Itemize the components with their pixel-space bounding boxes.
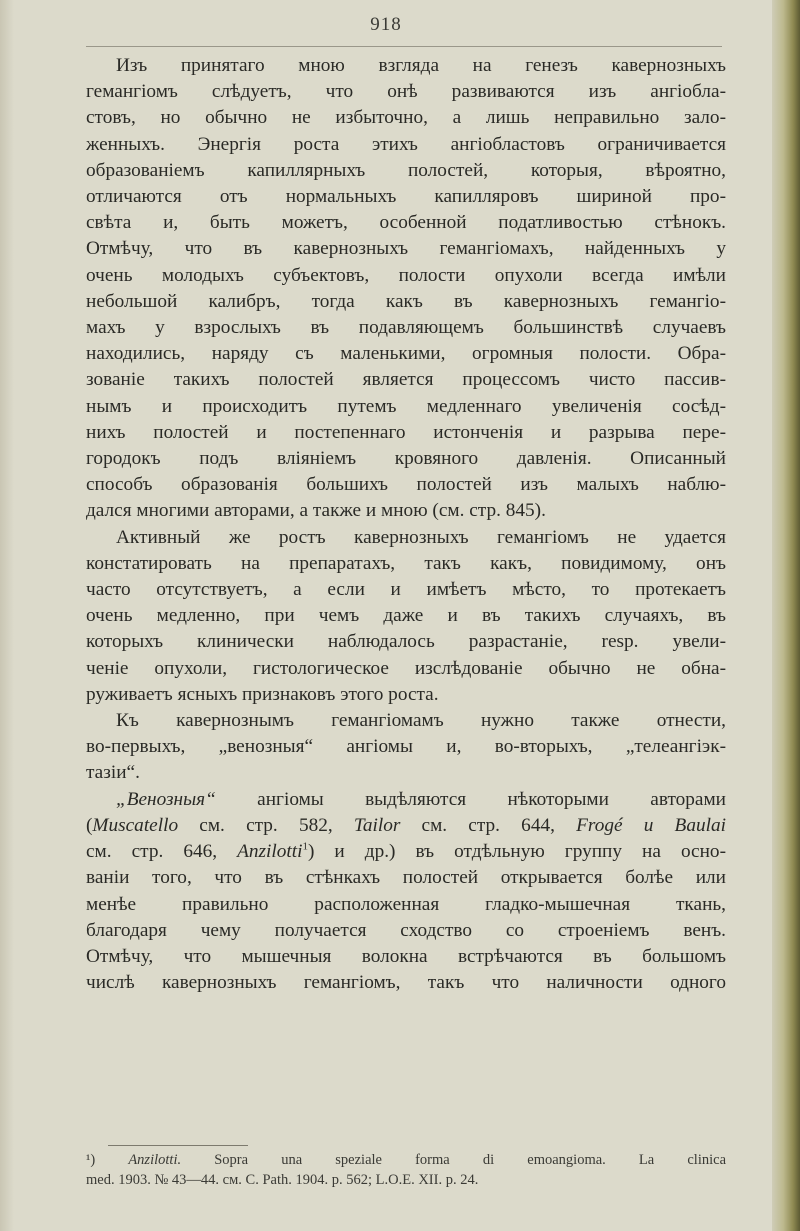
page-header-rule (86, 46, 722, 47)
text-run: см. стр. 646, (86, 841, 238, 863)
text-run: ( (86, 814, 93, 836)
text-line: очень медленно, при чемъ даже и въ такихъ случаяхъ, въ (86, 605, 726, 627)
footnote (86, 1150, 726, 1190)
text-line: которыхъ клинически наблюдалось разрастаніе, resp. увели- (86, 631, 726, 653)
text-line: Изъ принятаго мною взгляда на генезъ кавернозныхъ (116, 55, 726, 76)
footnote-line (86, 1150, 726, 1170)
text-line (86, 839, 726, 865)
text-line: женныхъ. Энергія роста этихъ ангiобластовъ ограничивается (86, 133, 726, 155)
author-name: Muscatello (92, 814, 179, 836)
text-line: гемангіомъ слѣдуетъ, что онѣ развиваются изъ ангiобла- (86, 81, 726, 103)
text-line: часто отсутствуетъ, а если и имѣетъ мѣсто, то протекаетъ (86, 579, 726, 601)
text-line: стовъ, но обычно не избыточно, а лишь неправильно зало- (86, 107, 726, 129)
text-line: находились, наряду съ маленькими, огромныя полости. Обра- (86, 343, 726, 365)
text-line: ченіе опухоли, гистологическое изслѣдованіе обычно не обна- (86, 657, 726, 679)
text-line: ваніи того, что въ стѣнкахъ полостей открывается болѣе или (86, 867, 726, 889)
text-run: см. стр. 644, (400, 814, 577, 836)
text-line: дался многими авторами, а также и мною (см. стр. 845). (86, 500, 546, 522)
text-line: нымъ и происходитъ путемъ медленнаго увеличенія сосѣд- (86, 395, 726, 417)
text-line: махъ у взрослыхъ въ подавляющемъ большинствѣ случаевъ (86, 317, 726, 339)
text-line: во-первыхъ, „венозныя“ ангіомы и, во-вторыхъ, „телеангіэк- (86, 736, 726, 758)
text-line: небольшой калибръ, тогда какъ въ кавернозныхъ гемангіо- (86, 290, 726, 312)
footnote-line: med. 1903. № 43—44. см. C. Path. 1904. p. 562; L.O.E. XII. p. 24. (86, 1172, 479, 1188)
body-text (86, 53, 726, 996)
page-number: 918 (370, 14, 402, 35)
text-line: зованіе такихъ полостей является процессомъ чисто пассив- (86, 369, 726, 391)
text-line: констатировать на препаратахъ, такъ какъ, повидимому, онъ (86, 552, 726, 574)
text-line: очень молодыхъ субъектовъ, полости опухоли всегда имѣли (86, 264, 726, 286)
author-name: Frogé и Baulai (576, 814, 726, 836)
text-line: Отмѣчу, что мышечныя волокна встрѣчаются въ большомъ (86, 945, 726, 967)
text-line: отличаются отъ нормальныхъ капилляровъ шириной про- (86, 186, 726, 208)
author-name: Anzilotti (237, 841, 303, 863)
footnote-marker: ¹) (86, 1152, 96, 1168)
text-line (86, 787, 726, 813)
text-run: ) и др.) въ отдѣльную группу на осно- (307, 841, 726, 863)
text-line: Активный же ростъ кавернозныхъ гемангіомъ не удается (116, 526, 726, 548)
page-gutter-shadow (0, 0, 14, 1231)
italic-term: „Венозныя“ (116, 788, 216, 810)
paragraph-4 (86, 787, 726, 997)
text-line: Отмѣчу, что въ кавернозныхъ гемангіомахъ, найденныхъ у (86, 238, 726, 260)
text-line: Къ кавернознымъ гемангіомамъ нужно также отнести, (116, 710, 726, 732)
text-line (86, 813, 726, 839)
page-edge (772, 0, 800, 1231)
text-line: свѣта и, быть можетъ, особенной податливостью стѣнокъ. (86, 212, 726, 234)
text-run: см. стр. 582, (178, 814, 354, 836)
author-name: Tailor (353, 814, 401, 836)
text-line: руживаетъ ясныхъ признаковъ этого роста. (86, 683, 439, 705)
paragraph-3 (86, 708, 726, 787)
text-line: тазіи“. (86, 762, 140, 784)
paragraph-1 (86, 53, 726, 525)
text-line: способъ образованія большихъ полостей изъ малыхъ наблю- (86, 474, 726, 496)
text-run: ангіомы выдѣляются нѣкоторыми авторами (215, 788, 726, 810)
text-line: благодаря чему получается сходство со строеніемъ венъ. (86, 919, 726, 941)
author-name: Anzilotti. (128, 1152, 182, 1168)
text-line: менѣе правильно расположенная гладко-мышечная ткань, (86, 893, 726, 915)
paragraph-2 (86, 525, 726, 708)
text-line: городокъ подъ вліяніемъ кровяного давленія. Описанный (86, 448, 726, 470)
text-line: нихъ полостей и постепеннаго истонченія и разрыва пере- (86, 421, 726, 443)
footnote-marker: 1 (302, 840, 308, 853)
text-run: Sopra una speziale forma di emoangioma. La clinica (181, 1152, 727, 1168)
text-line: числѣ кавернозныхъ гемангіомъ, такъ что наличности одного (86, 972, 726, 994)
text-line: образованіемъ капиллярныхъ полостей, которыя, вѣроятно, (86, 159, 726, 181)
footnote-rule (108, 1145, 248, 1146)
